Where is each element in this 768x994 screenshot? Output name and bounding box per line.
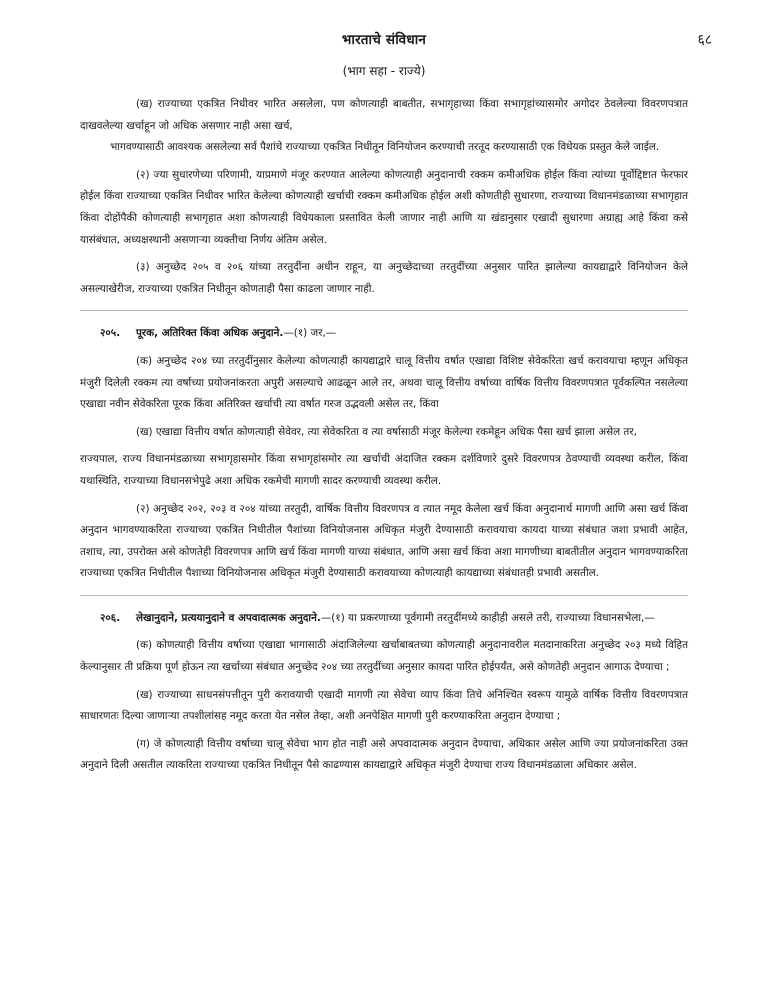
paragraph: (ख) राज्याच्या साधनसंपत्तीतून पुरी करावयाची एखादी मागणी त्या सेवेचा व्याप किंवा तिचे अनिश्चित स्वरूप यामुळे वार्षिक वित्तीय विवरणपत्रात साधारणतः दिल्या जाणाऱ्या तपशीलांसह नमूद करता येत नसेल तेव्हा, अशी अनपेक्षित मागणी पुरी करण्याकरिता अनुदान देण्याचा ; <box>80 688 688 723</box>
section-206-heading <box>80 608 688 630</box>
section-number: २०६. <box>100 611 121 624</box>
page-number: ६८ <box>697 32 712 48</box>
paragraph: (क) कोणत्याही वित्तीय वर्षाच्या एखाद्या भागासाठी अंदाजिलेल्या खर्चाबाबतच्या कोणत्याही अनुदानावरील मतदानाकरिता अनुच्छेद २०३ मध्ये विहित केल्यानुसार ती प्रक्रिया पूर्ण होऊन त्या खर्चाच्या संबंधात अनुच्छेद २०४ च्या तरतुदींच्या अनुसार कायदा पारित होईपर्यंत, असे कोणतेही अनुदान आगाऊ देण्याचा ; <box>80 639 688 674</box>
section-title: लेखानुदाने, प्रत्ययानुदाने व अपवादात्मक अनुदाने. <box>136 611 321 624</box>
paragraph: (३) अनुच्छेद २०५ व २०६ यांच्या तरतुदींना अधीन राहून, या अनुच्छेदाच्या तरतुदींच्या अनुसार पारित झालेल्या कायद्याद्वारे विनियोजन केले असल्याखेरीज, राज्याच्या एकत्रित निधीतून कोणताही पैसा काढला जाणार नाही. <box>80 261 688 295</box>
section-number: २०५. <box>100 327 121 340</box>
document-body <box>80 94 688 777</box>
paragraph: (ख) एखाद्या वित्तीय वर्षात कोणत्याही सेवेवर, त्या सेवेकरिता व त्या वर्षासाठी मंजूर केलेल्या रकमेहून अधिक पैसा खर्च झाला असेल तर, <box>136 425 637 438</box>
paragraph: राज्यपाल, राज्य विधानमंडळाच्या सभागृहासमोर किंवा सभागृहांसमोर त्या खर्चाची अंदाजित रक्कम दर्शविणारे दुसरे विवरणपत्र ठेवण्याची व्यवस्था करील, किंवा यथास्थिति, राज्याच्या विधानसभेपुढे अशा अधिक रकमेची मागणी सादर करण्याची व्यवस्था करील. <box>80 453 688 487</box>
section-205-heading <box>80 323 688 345</box>
section-divider <box>80 310 688 311</box>
page-title: भारताचे संविधान <box>341 32 427 48</box>
paragraph: भागवण्यासाठी आवश्यक असलेल्या सर्व पैशांचे राज्याच्या एकत्रित निधीतून विनियोजन करण्याची तरतूद करण्यासाठी एक विधेयक प्रस्तुत केले जाईल. <box>110 141 660 154</box>
section-lead: —(१) जर,— <box>283 327 337 340</box>
paragraph: (२) ज्या सुधारणेच्या परिणामी, याप्रमाणे मंजूर करण्यात आलेल्या कोणत्याही अनुदानाची रक्कम कमीअधिक होईल किंवा त्यांच्या पूर्वोद्दिष्टात फेरफार होईल किंवा राज्याच्या एकत्रित निधीवर भारित केलेल्या कोणत्याही खर्चाची रक्कम कमीअधिक होईल अशी कोणतीही सुधारणा, राज्याच्या विधानमंडळाच्या सभागृहात किंवा दोहोंपैकी कोणत्याही सभागृहात अशा कोणत्याही विधेयकाला प्रस्तावित केली जाणार नाही आणि या खंडानुसार एखादी सुधारणा अग्राह्य आहे किंवा कसे यासंबंधात, अध्यक्षस्थानी असणाऱ्या व्यक्तीचा निर्णय अंतिम असेल. <box>80 168 688 246</box>
paragraph: (ख) राज्याच्या एकत्रित निधीवर भारित असलेला, पण कोणत्याही बाबतीत, सभागृहाच्या किंवा सभागृहांच्यासमोर अगोदर ठेवलेल्या विवरणपत्रात दाखवलेल्या खर्चाहून जो अधिक असणार नाही असा खर्च, <box>80 98 688 132</box>
paragraph: (ग) जे कोणत्याही वित्तीय वर्षाच्या चालू सेवेचा भाग होत नाही असे अपवादात्मक अनुदान देण्याचा, अधिकार असेल आणि ज्या प्रयोजनांकरिता उक्त अनुदाने दिली असतील त्याकरिता राज्याच्या एकत्रित निधीतून पैसे काढण्यास कायद्याद्वारे अधिकृत मंजुरी देण्याचा राज्य विधानमंडळाला अधिकार असेल. <box>80 737 688 772</box>
page-subtitle: (भाग सहा - राज्ये) <box>342 64 426 78</box>
paragraph: (२) अनुच्छेद २०२, २०३ व २०४ यांच्या तरतुदी, वार्षिक वित्तीय विवरणपत्र व त्यात नमूद केलेला खर्च किंवा अनुदानार्थ मागणी आणि असा खर्च किंवा अनुदान भागवण्याकरिता राज्याच्या एकत्रित निधीतील पैशांच्या विनियोजनास अधिकृत मंजुरी देण्यासाठी करावयाचा कायदा याच्या संबंधात जशा प्रभावी आहेत, तशाच, त्या, उपरोक्त असे कोणतेही विवरणपत्र आणि खर्च किंवा मागणी याच्या संबंधात, आणि असा खर्च किंवा अशा मागणीच्या बाबतीतील अनुदान भागवण्याकरिता राज्याच्या एकत्रित निधीतील पैशाच्या विनियोजनास अधिकृत मंजुरी देण्यासाठी करावयाच्या कोणत्याही कायद्याच्या संबंधातही प्रभावी असतील. <box>80 502 688 580</box>
section-title: पूरक, अतिरिक्त किंवा अधिक अनुदाने. <box>136 327 284 340</box>
section-divider <box>80 595 688 596</box>
paragraph: (क) अनुच्छेद २०४ च्या तरतुदींनुसार केलेल्या कोणत्याही कायद्याद्वारे चालू वित्तीय वर्षात एखाद्या विशिष्ट सेवेकरिता खर्च करावयाचा म्हणून अधिकृत मंजुरी दिलेली रक्कम त्या वर्षाच्या प्रयोजनांकरता अपुरी असल्याचे आढळून आले तर, अथवा चालू वित्तीय वर्षाच्या वार्षिक वित्तीय विवरणपत्रात पूर्वकल्पित नसलेल्या एखाद्या नवीन सेवेकरिता पूरक किंवा अतिरिक्त खर्चाची त्या वर्षात गरज उद्भवली असेल तर, किंवा <box>80 354 688 411</box>
section-lead: —(१) या प्रकरणाच्या पूर्वगामी तरतुदींमध्ये काहीही असले तरी, राज्याच्या विधानसभेला,— <box>320 611 655 624</box>
